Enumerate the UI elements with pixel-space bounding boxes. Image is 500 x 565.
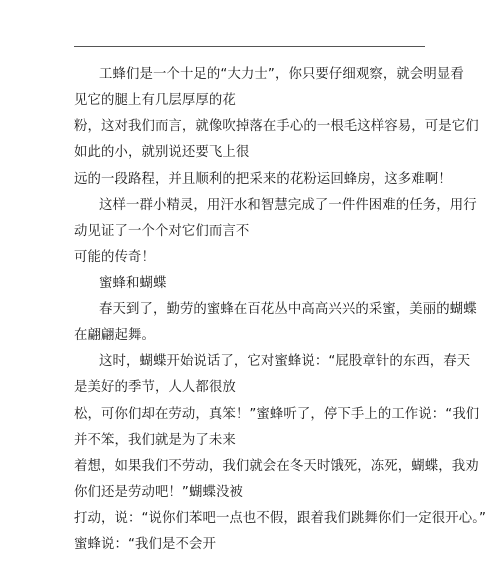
text-line: 如此的小，就别说还要飞上很 (74, 145, 250, 160)
text-line: 你们还是劳动吧！”蝴蝶没被 (74, 485, 243, 500)
text-line: 蜜蜂说：“我们是不会开 (74, 537, 216, 552)
text-line: 打动，说：“说你们苯吧一点也不假，跟着我们跳舞你们一定很开心。” (74, 511, 487, 526)
text-line: 松，可你们却在劳动，真笨！”蜜蜂听了，停下手上的工作说：“我们 (74, 407, 480, 422)
text-line: 这时，蝴蝶开始说话了，它对蜜蜂说：“屁股章针的东西，春天 (99, 354, 471, 369)
text-line: 可能的传奇！ (74, 250, 155, 265)
section-heading: 蜜蜂和蝴蝶 (99, 276, 167, 291)
text-line: 动见证了一个个对它们而言不 (74, 224, 250, 239)
text-line: 春天到了，勤劳的蜜蜂在百花丛中高高兴兴的采蜜，美丽的蝴蝶 (99, 302, 477, 317)
text-line: 并不笨，我们就是为了未来 (74, 433, 236, 448)
text-line: 见它的腿上有几层厚厚的花 (74, 93, 236, 108)
header-rule (74, 46, 425, 47)
text-line: 着想，如果我们不劳动，我们就会在冬天时饿死，冻死，蝴蝶，我劝 (74, 459, 479, 474)
text-line: 是美好的季节，人人都很放 (74, 380, 236, 395)
text-line: 工蜂们是一个十足的“大力士”，你只要仔细观察，就会明显看 (99, 67, 464, 82)
text-line: 这样一群小精灵，用汗水和智慧完成了一件件困难的任务，用行 (99, 198, 477, 213)
text-line: 粉，这对我们而言，就像吹掉落在手心的一根毛这样容易，可是它们 (74, 119, 479, 134)
text-line: 在翩翩起舞。 (74, 328, 155, 343)
text-line: 远的一段路程，并且顺利的把采来的花粉运回蜂房，这多难啊！ (74, 172, 452, 187)
